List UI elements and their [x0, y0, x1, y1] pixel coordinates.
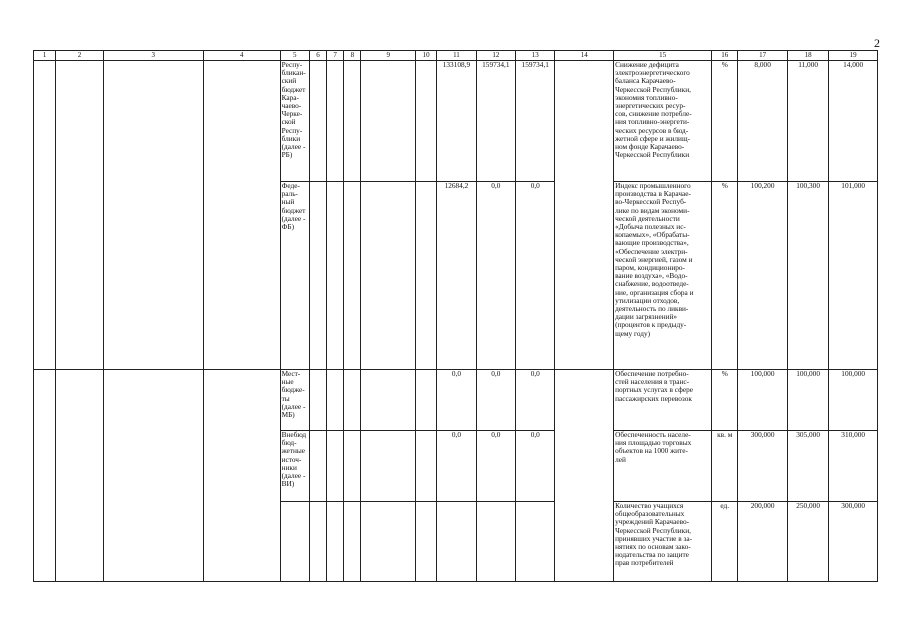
cell: [344, 182, 361, 370]
funding-source: Респу- бликан- ский бюджет Кара- чаево- Черке- ской Респу- блики (далее - РБ): [280, 61, 309, 182]
col-header: 1: [34, 51, 56, 61]
amount-cell: 0,0: [516, 182, 555, 370]
cell: [416, 370, 437, 431]
value-cell: 14,000: [829, 61, 878, 182]
amount-cell: 159734,1: [476, 61, 515, 182]
col-header: 18: [787, 51, 828, 61]
cell: [203, 61, 280, 370]
indicator-text: Количество учащихся общеобразовательных учреждений Карачаево- Черкесской Республики, принявших участие в за- нятиях по основам зако- нодательства по защите прав потребителей: [614, 502, 712, 582]
value-cell: 100,300: [787, 182, 828, 370]
value-cell: 300,000: [738, 431, 788, 502]
funding-source: Феде- раль- ный бюджет (далее - ФБ): [280, 182, 309, 370]
cell: [555, 370, 614, 582]
cell: [103, 61, 203, 370]
amount-cell: 12684,2: [437, 182, 476, 370]
amount-cell: 0,0: [516, 370, 555, 431]
indicator-text: Обеспечение потребно- стей населения в транс- портных услугах в сфере пассажирских перевозок: [614, 370, 712, 431]
cell: [309, 61, 326, 182]
cell: [309, 370, 326, 431]
unit-cell: %: [712, 182, 738, 370]
col-header: 8: [344, 51, 361, 61]
col-header: 14: [555, 51, 614, 61]
unit-cell: %: [712, 370, 738, 431]
cell: [203, 370, 280, 582]
col-header: 7: [327, 51, 344, 61]
col-header: 5: [280, 51, 309, 61]
amount-cell: 133108,9: [437, 61, 476, 182]
amount-cell: 0,0: [476, 431, 515, 502]
value-cell: 11,000: [787, 61, 828, 182]
amount-cell: 159734,1: [516, 61, 555, 182]
amount-cell: 0,0: [476, 370, 515, 431]
col-header: 19: [829, 51, 878, 61]
funding-source: Внебюд бюд- жетные источ- ники (далее - ВИ): [280, 431, 309, 502]
value-cell: 101,000: [829, 182, 878, 370]
page-number: 2: [874, 36, 880, 50]
cell: [344, 61, 361, 182]
cell: [309, 502, 326, 582]
cell: [361, 61, 416, 182]
cell: [416, 61, 437, 182]
cell: [327, 61, 344, 182]
value-cell: 100,000: [787, 370, 828, 431]
value-cell: 100,000: [829, 370, 878, 431]
unit-cell: %: [712, 61, 738, 182]
cell: [327, 370, 344, 431]
col-header: 3: [103, 51, 203, 61]
value-cell: 100,000: [738, 370, 788, 431]
value-cell: 300,000: [829, 502, 878, 582]
amount-cell: 0,0: [516, 431, 555, 502]
col-header: 12: [476, 51, 515, 61]
cell: [416, 502, 437, 582]
cell: [34, 370, 56, 582]
amount-cell: 0,0: [437, 431, 476, 502]
indicator-text: Индекс промышленного производства в Карачае- во-Черкесской Респуб- лике по видам экономи- ческой деятельности «Добыча полезных ис- копаемых», «Обрабаты- вающие производства», «Обеспечение электри- ческой энергией, газом и паром, кондициониро- вание воздуха», «Водо- снабжение, водоотведе- ние, организация сбора и утилизации отходов, деятельность по ликви- дации загрязнений» (процентов к предыду- щему году): [614, 182, 712, 370]
cell: [327, 502, 344, 582]
column-number-row: [34, 51, 878, 61]
table-row: [34, 61, 878, 182]
value-cell: 200,000: [738, 502, 788, 582]
funding-source: Мест- ные бюдже- ты (далее - МБ): [280, 370, 309, 431]
col-header: 6: [309, 51, 326, 61]
unit-cell: кв. м: [712, 431, 738, 502]
cell: [344, 370, 361, 431]
amount-cell: 0,0: [476, 182, 515, 370]
value-cell: 305,000: [787, 431, 828, 502]
cell: [327, 182, 344, 370]
cell: [416, 431, 437, 502]
amount-cell: [516, 502, 555, 582]
col-header: 16: [712, 51, 738, 61]
value-cell: 250,000: [787, 502, 828, 582]
cell: [344, 502, 361, 582]
col-header: 13: [516, 51, 555, 61]
col-header: 10: [416, 51, 437, 61]
value-cell: 100,200: [738, 182, 788, 370]
cell: [361, 182, 416, 370]
cell: [344, 431, 361, 502]
amount-cell: [476, 502, 515, 582]
amount-cell: 0,0: [437, 370, 476, 431]
cell: [56, 61, 104, 370]
cell: [103, 370, 203, 582]
cell: [361, 502, 416, 582]
cell: [309, 431, 326, 502]
value-cell: 8,000: [738, 61, 788, 182]
amount-cell: [437, 502, 476, 582]
cell: [555, 61, 614, 370]
cell: [309, 182, 326, 370]
cell: [361, 370, 416, 431]
cell: [327, 431, 344, 502]
value-cell: 310,000: [829, 431, 878, 502]
cell: [416, 182, 437, 370]
col-header: 15: [614, 51, 712, 61]
table-row: [34, 370, 878, 431]
cell: [361, 431, 416, 502]
col-header: 11: [437, 51, 476, 61]
col-header: 4: [203, 51, 280, 61]
indicator-text: Обеспеченность населе- ния площадью торговых объектов на 1000 жите- лей: [614, 431, 712, 502]
unit-cell: ед.: [712, 502, 738, 582]
indicator-text: Снижение дефицита электроэнергетического баланса Карачаево- Черкесской Республики, экономия топливно- энергетических ресур- сов, снижение потребле- ния топливно-энергети- ческих ресурсов в бюд- жетной сфере и жилищ- ном фонде Карачаево- Черкесской Республики: [614, 61, 712, 182]
cell: [56, 370, 104, 582]
col-header: 2: [56, 51, 104, 61]
cell: [34, 61, 56, 370]
program-table: [33, 50, 878, 582]
col-header: 9: [361, 51, 416, 61]
col-header: 17: [738, 51, 788, 61]
funding-source: [280, 502, 309, 582]
